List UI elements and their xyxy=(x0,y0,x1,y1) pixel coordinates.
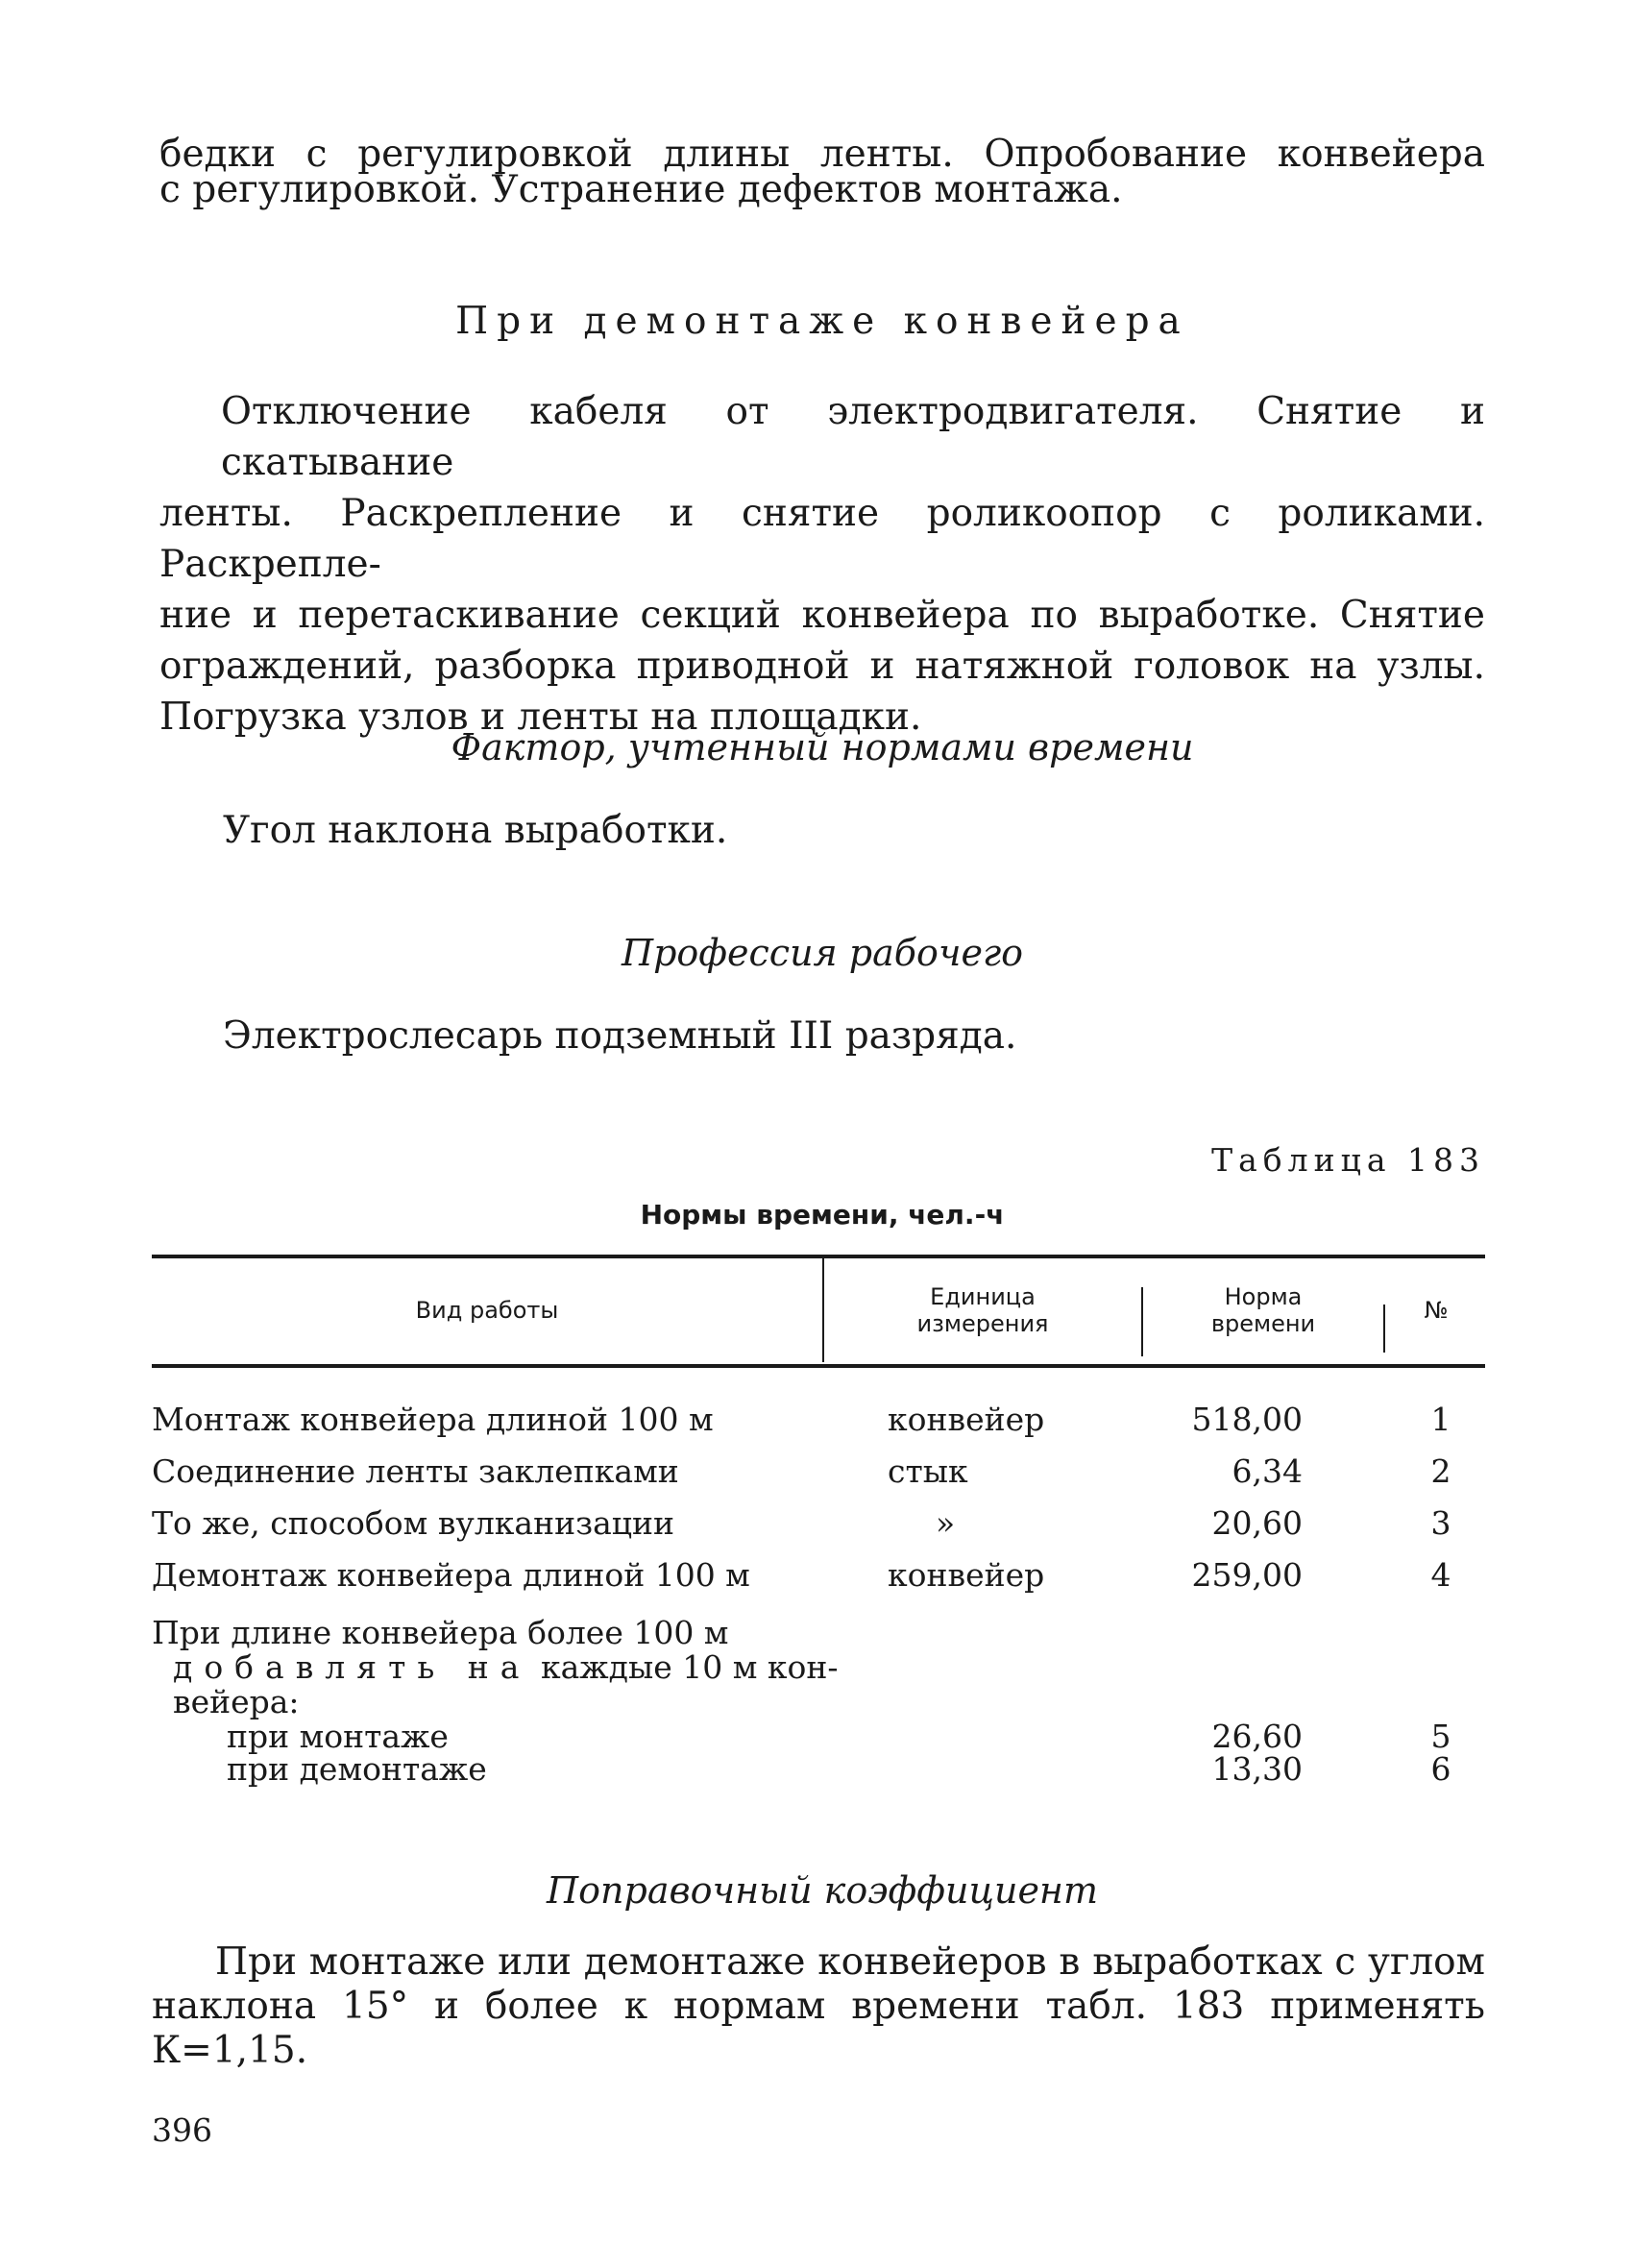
row-norm: 518,00 xyxy=(1191,1401,1303,1438)
profession-text: Электрослесарь подземный III разряда. xyxy=(223,1014,1017,1058)
paragraph-line: с регулировкой. Устранение дефектов монтажа. xyxy=(159,168,1123,211)
factor-text: Угол наклона выработки. xyxy=(223,809,728,852)
extra-spaced-text: добавлять на xyxy=(173,1648,531,1686)
row-number: 6 xyxy=(1430,1750,1451,1788)
row-number: 3 xyxy=(1430,1504,1451,1542)
row-unit-ditto: » xyxy=(936,1504,956,1542)
table-header-rule xyxy=(152,1364,1485,1368)
correction-heading: Поправочный коэффициент xyxy=(547,1869,1098,1912)
header-unit-line: Единица xyxy=(930,1283,1036,1310)
row-work: при демонтаже xyxy=(227,1750,487,1788)
header-work-type: Вид работы xyxy=(415,1297,559,1324)
table-label: Таблица 183 xyxy=(1211,1141,1485,1179)
table-top-rule xyxy=(152,1255,1485,1258)
row-work: Монтаж конвейера длиной 100 м xyxy=(152,1401,714,1438)
column-divider xyxy=(1383,1305,1385,1353)
paragraph-line: ленты. Раскрепление и снятие роликоопор с роликами. Раскрепле- xyxy=(159,492,1485,586)
profession-heading: Профессия рабочего xyxy=(621,932,1024,974)
paragraph-line: При монтаже или демонтаже конвейеров в выработках с углом xyxy=(215,1940,1485,1984)
paragraph-line: ние и перетаскивание секций конвейера по выработке. Снятие xyxy=(159,594,1485,637)
page-number: 396 xyxy=(152,2111,212,2149)
row-unit: стык xyxy=(888,1452,968,1490)
column-divider xyxy=(1141,1287,1143,1356)
paragraph-line: К=1,15. xyxy=(152,2029,308,2072)
continuation-paragraph xyxy=(159,129,1485,215)
header-unit-line: измерения xyxy=(916,1310,1049,1337)
header-number: № xyxy=(1424,1297,1449,1324)
factor-heading: Фактор, учтенный нормами времени xyxy=(451,726,1194,768)
row-norm: 259,00 xyxy=(1191,1556,1303,1594)
row-work: при монтаже xyxy=(227,1718,449,1755)
paragraph-line: Отключение кабеля от электродвигателя. Снятие и скатывание xyxy=(221,390,1485,484)
row-work: То же, способом вулканизации xyxy=(152,1504,674,1542)
row-work: Демонтаж конвейера длиной 100 м xyxy=(152,1556,750,1594)
table-caption: Нормы времени, чел.-ч xyxy=(640,1199,1005,1231)
extra-line: При длине конвейера более 100 м xyxy=(152,1614,729,1651)
row-work: Соединение ленты заклепками xyxy=(152,1452,679,1490)
paragraph-line: ограждений, разборка приводной и натяжной головок на узлы. xyxy=(159,645,1485,688)
row-norm: 26,60 xyxy=(1211,1718,1303,1755)
row-norm: 20,60 xyxy=(1211,1504,1303,1542)
row-number: 4 xyxy=(1430,1556,1451,1594)
extra-rest-text: каждые 10 м кон- xyxy=(540,1648,839,1686)
paragraph-line: бедки с регулировкой длины ленты. Опробование конвейера xyxy=(159,133,1485,176)
row-norm: 6,34 xyxy=(1232,1452,1303,1490)
row-number: 2 xyxy=(1430,1452,1451,1490)
correction-paragraph xyxy=(152,1940,1485,2073)
paragraph-line: Погрузка узлов и ленты на площадки. xyxy=(159,695,922,739)
dismantling-paragraph xyxy=(159,386,1485,743)
extra-line: вейера: xyxy=(173,1683,300,1720)
row-norm: 13,30 xyxy=(1211,1750,1303,1788)
header-unit xyxy=(826,1283,1139,1337)
row-number: 5 xyxy=(1430,1718,1451,1755)
header-norm xyxy=(1145,1283,1381,1337)
column-divider xyxy=(822,1258,824,1362)
extra-line xyxy=(173,1650,839,1685)
row-unit: конвейер xyxy=(888,1401,1045,1438)
row-number: 1 xyxy=(1430,1401,1451,1438)
header-norm-line: времени xyxy=(1210,1310,1316,1337)
dismantling-heading: При демонтаже конвейера xyxy=(455,300,1189,343)
paragraph-line: наклона 15° и более к нормам времени табл. 183 применять xyxy=(152,1985,1485,2028)
row-unit: конвейер xyxy=(888,1556,1045,1594)
header-norm-line: Норма xyxy=(1224,1283,1303,1310)
